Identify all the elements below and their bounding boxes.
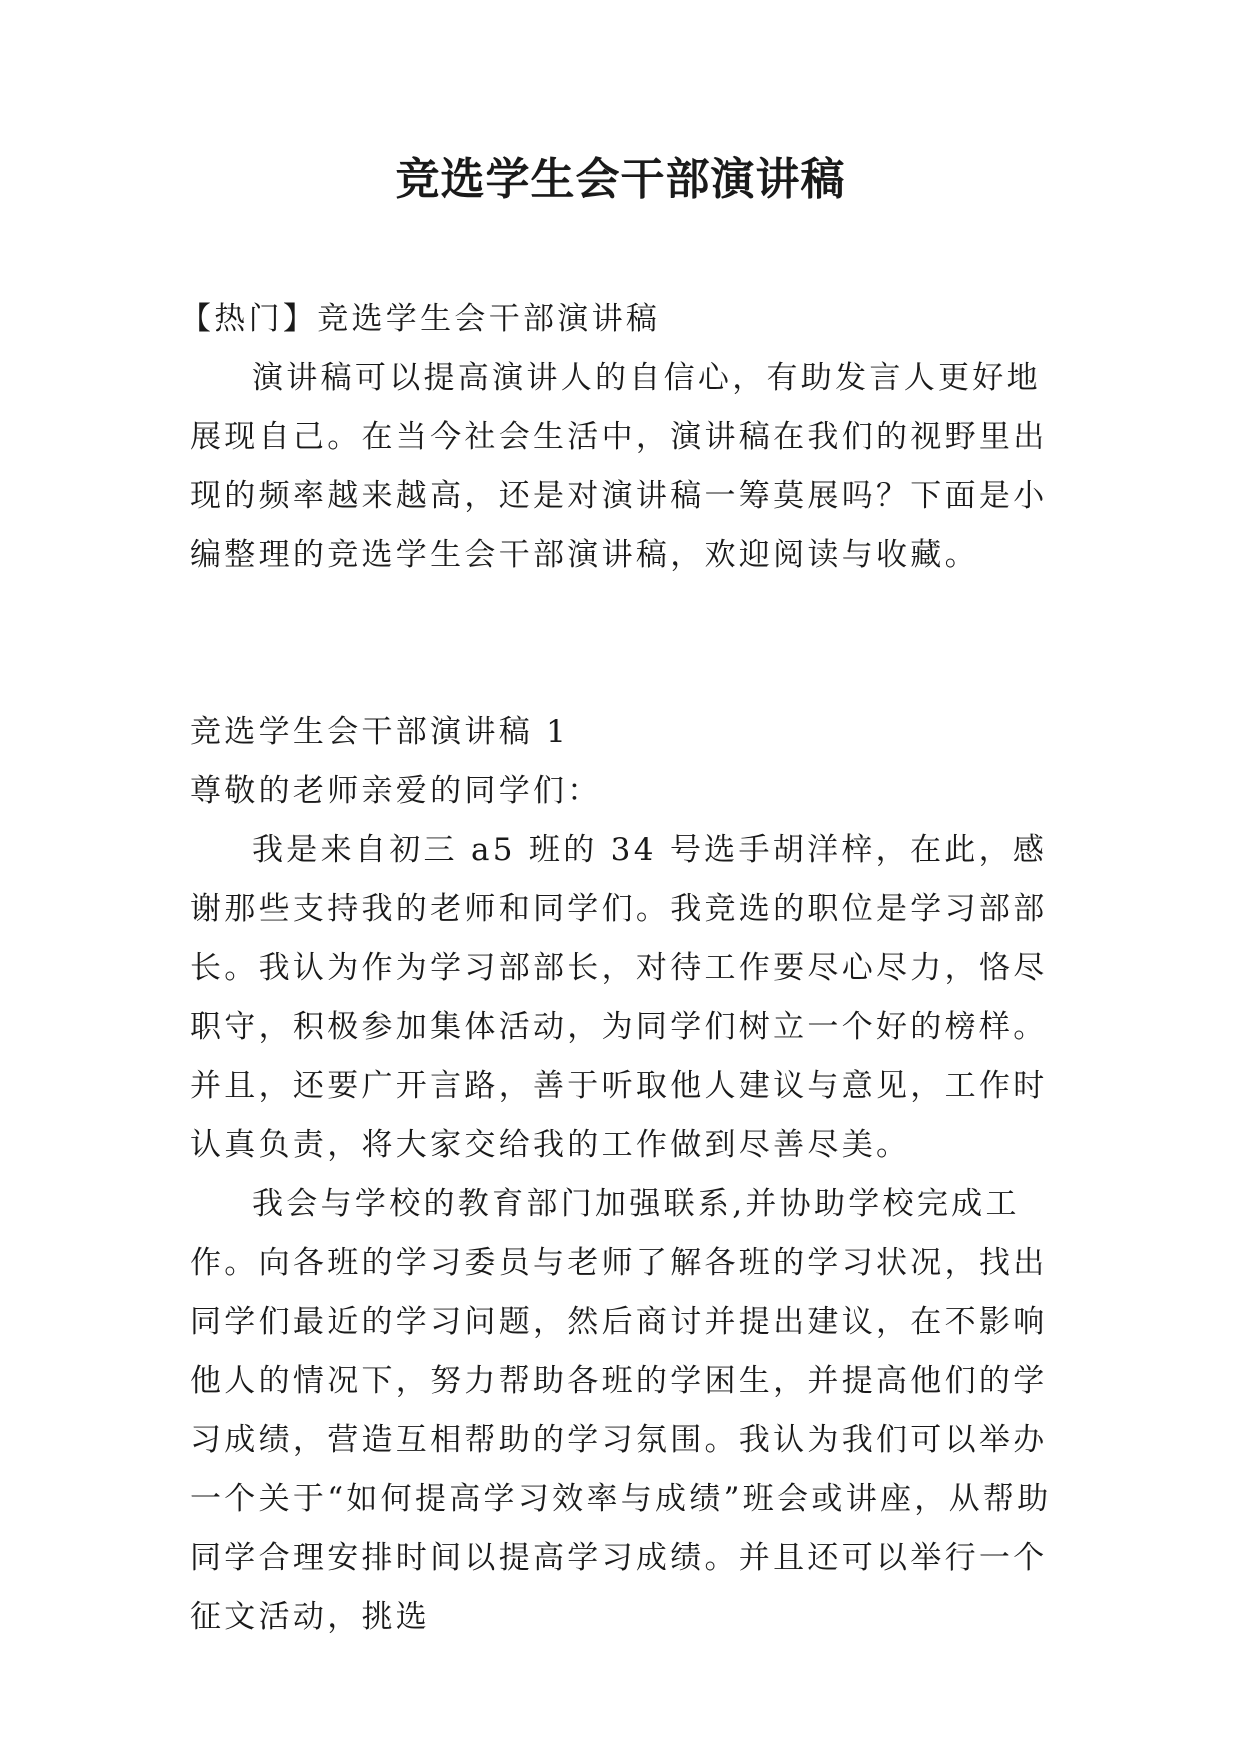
- salutation: 尊敬的老师亲爱的同学们：: [190, 773, 602, 809]
- body-paragraph: 我会与学校的教育部门加强联系,并协助学校完成工作。向各班的学习委员与老师了解各班的学习状况，找出同学们最近的学习问题，然后商讨并提出建议，在不影响他人的情况下，努力帮助各班的学困生，并提高他们的学习成绩，营造互相帮助的学习氛围。我认为我们可以举办一个关于“如何提高学习效率与成绩”班会或讲座，从帮助同学合理安排时间以提高学习成绩。并且还可以举行一个征文活动，挑选: [190, 1186, 1052, 1635]
- section-heading: 竞选学生会干部演讲稿 1: [190, 714, 570, 750]
- document-title: 竞选学生会干部演讲稿: [395, 154, 846, 205]
- intro-paragraph: 演讲稿可以提高演讲人的自信心，有助发言人更好地展现自己。在当今社会生活中，演讲稿在我们的视野里出现的频率越来越高，还是对演讲稿一筹莫展吗？下面是小编整理的竞选学生会干部演讲稿，欢迎阅读与收藏。: [190, 360, 1048, 573]
- intro-tag-line: 【热门】竞选学生会干部演讲稿: [180, 301, 661, 337]
- body-paragraph: 我是来自初三 a5 班的 34 号选手胡洋梓，在此，感谢那些支持我的老师和同学们。我竞选的职位是学习部部长。我认为作为学习部部长，对待工作要尽心尽力，恪尽职守，积极参加集体活动，为同学们树立一个好的榜样。并且，还要广开言路，善于听取他人建议与意见，工作时认真负责，将大家交给我的工作做到尽善尽美。: [190, 832, 1048, 1163]
